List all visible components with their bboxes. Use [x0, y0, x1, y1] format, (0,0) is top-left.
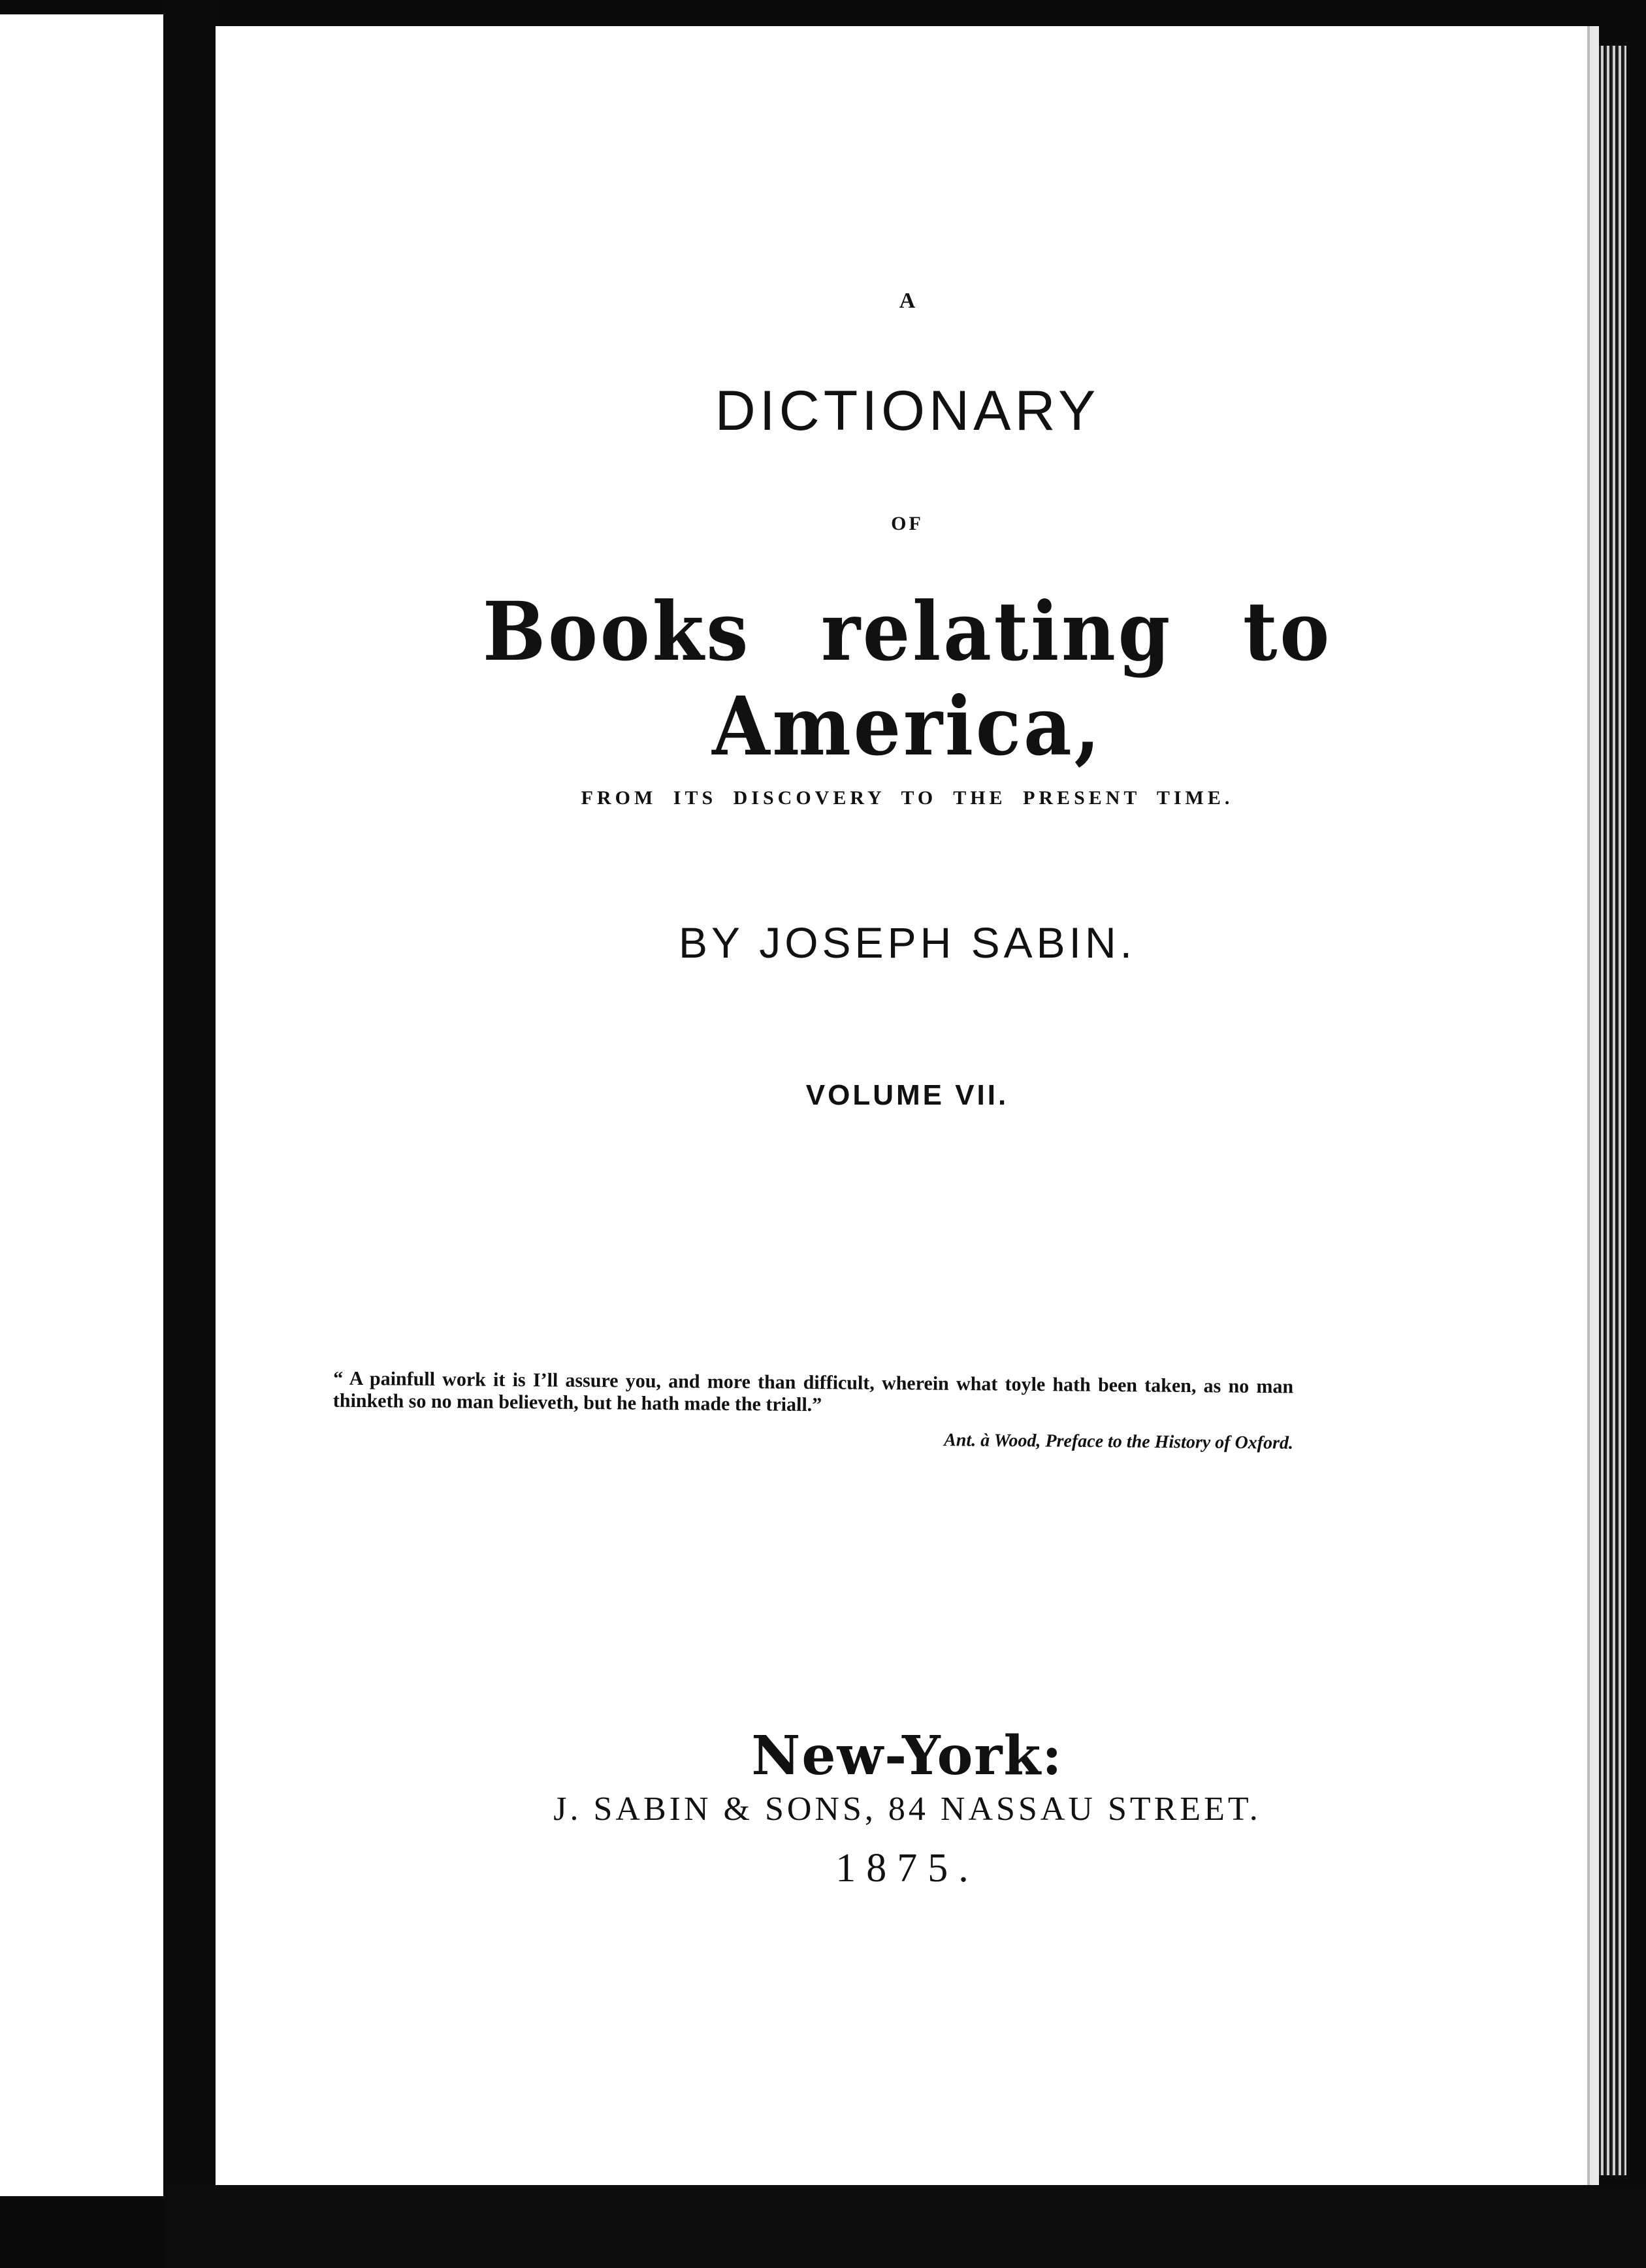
facing-page-edge	[0, 14, 165, 2196]
imprint-city: New-York:	[751, 1725, 1063, 1787]
page-fore-edge	[1599, 46, 1626, 2175]
title-of: OF	[891, 513, 924, 534]
subject-title: Books relating to America,	[482, 585, 1332, 774]
subtitle: FROM ITS DISCOVERY TO THE PRESENT TIME.	[581, 787, 1234, 809]
epigraph: “ A painfull work it is I’ll assure you, and more than difficult, wherein what toyle hath been taken, as no man thinketh so no man believeth, but he hath made the triall.”	[332, 1367, 1294, 1416]
epigraph-attribution: Ant. à Wood, Preface to the History of Oxford.	[944, 1430, 1294, 1453]
imprint-year: 1875.	[835, 1846, 979, 1890]
author-line: BY JOSEPH SABIN.	[679, 918, 1136, 967]
imprint-publisher: J. SABIN & SONS, 84 NASSAU STREET.	[553, 1790, 1261, 1828]
volume-line: VOLUME VII.	[805, 1079, 1009, 1111]
main-title: DICTIONARY	[715, 380, 1100, 442]
title-article: A	[899, 289, 916, 313]
book-gutter	[163, 0, 217, 2268]
scan-bottom-border	[163, 2185, 1646, 2268]
